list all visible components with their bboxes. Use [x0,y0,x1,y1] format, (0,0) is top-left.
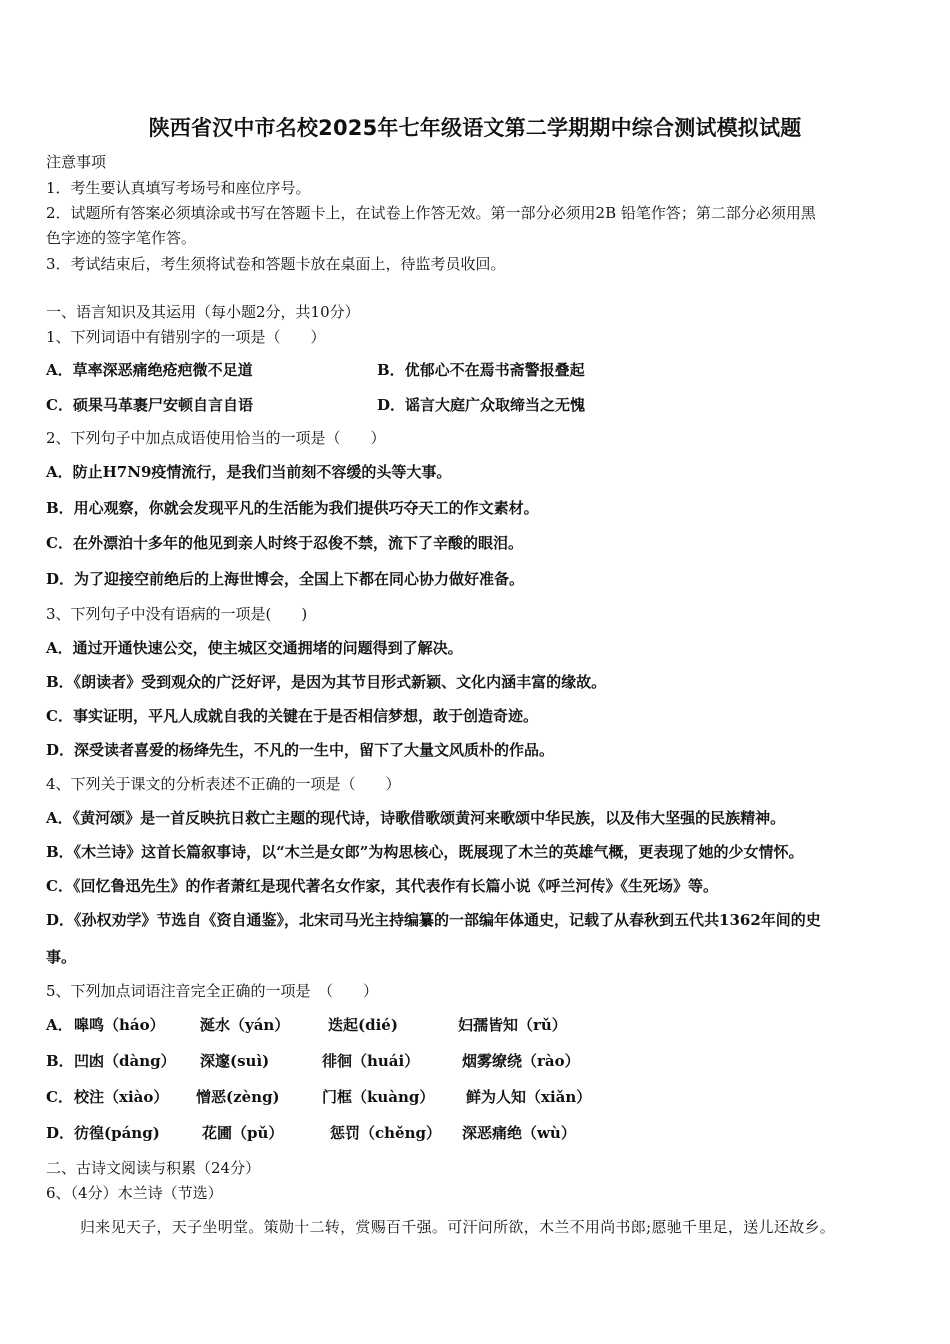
notice-item-2-cont: 色字迹的签字笔作答。 [46,229,197,247]
q3-option-d: D．深受读者喜爱的杨绛先生，不凡的一生中，留下了大量文风质朴的作品。 [46,741,555,759]
q5-option-a-item-4: 妇孺皆知（rǔ） [458,1016,567,1034]
q5-option-c-letter: C． [46,1088,73,1106]
section2-heading: 二、古诗文阅读与积累（24分） [46,1159,261,1177]
notice-item-2: 2．试题所有答案必须填涂或书写在答题卡上，在试卷上作答无效。第一部分必须用2B 铅笔作答；第二部分必须用黑 [46,204,816,222]
section1-heading: 一、语言知识及其运用（每小题2分，共10分） [46,303,360,321]
q1-option-d: D．谣言大庭广众取缔当之无愧 [377,396,586,414]
notice-item-1: 1．考生要认真填写考场号和座位序号。 [46,179,311,197]
q5-option-a-letter: A． [46,1016,73,1034]
q5-option-d-item-3: 惩罚（chěng） [330,1124,441,1142]
q3-option-b: B．《朗读者》受到观众的广泛好评，是因为其节目形式新颖、文化内涵丰富的缘故。 [46,673,607,691]
q5-option-b-item-2: 深邃(suì) [200,1052,270,1070]
notice-heading: 注意事项 [46,153,107,171]
q4-option-a: A．《黄河颂》是一首反映抗日救亡主题的现代诗，诗歌借歌颂黄河来歌颂中华民族，以及伟大坚强的民族精神。 [46,809,786,827]
q4-option-b: B．《木兰诗》这首长篇叙事诗，以“木兰是女郎”为构思核心，既展现了木兰的英雄气概，更表现了她的少女情怀。 [46,843,804,861]
q1-option-b: B．优郁心不在焉书斋警报叠起 [377,361,585,379]
q5-option-d-letter: D． [46,1124,75,1142]
q3-stem: 3、下列句子中没有语病的一项是( ) [46,605,308,623]
q2-option-b: B．用心观察，你就会发现平凡的生活能为我们提供巧夺天工的作文素材。 [46,499,539,517]
q5-option-a-item-1: 嗥鸣（háo） [74,1016,165,1034]
q5-option-a-item-2: 涎水（yán） [200,1016,290,1034]
q5-option-b-item-1: 凹凼（dàng） [74,1052,176,1070]
q5-option-d-item-2: 花圃（pǔ） [202,1124,284,1142]
q5-option-b-item-4: 烟雾缭绕（rào） [462,1052,580,1070]
q5-option-d-item-4: 深恶痛绝（wù） [462,1124,576,1142]
q4-option-c: C．《回忆鲁迅先生》的作者萧红是现代著名女作家，其代表作有长篇小说《呼兰河传》《生死场》等。 [46,877,718,895]
q5-option-b-item-3: 徘徊（huái） [322,1052,420,1070]
q2-stem: 2、下列句子中加点成语使用恰当的一项是（ ） [46,429,386,447]
q4-stem: 4、下列关于课文的分析表述不正确的一项是（ ） [46,775,401,793]
q5-option-a-item-3: 迭起(dié) [328,1016,398,1034]
q6-poem-text: 归来见天子，天子坐明堂。策勋十二转，赏赐百千强。可汗问所欲，木兰不用尚书郎;愿驰千里足，送儿还故乡。 [80,1218,836,1236]
q2-option-c: C．在外漂泊十多年的他见到亲人时终于忍俊不禁，流下了辛酸的眼泪。 [46,534,523,552]
page-title: 陕西省汉中市名校2025年七年级语文第二学期期中综合测试模拟试题 [148,116,802,140]
q1-option-c: C．硕果马革裹尸安顿自言自语 [46,396,253,414]
q6-stem: 6、（4分）木兰诗（节选） [46,1184,223,1202]
q3-option-c: C．事实证明，平凡人成就自我的关键在于是否相信梦想，敢于创造奇迹。 [46,707,538,725]
q2-option-d: D．为了迎接空前绝后的上海世博会，全国上下都在同心协力做好准备。 [46,570,525,588]
q4-option-d-cont: 事。 [46,948,77,966]
q5-option-c-item-4: 鲜为人知（xiǎn） [466,1088,592,1106]
q5-stem: 5、下列加点词语注音完全正确的一项是 （ ） [46,982,379,1000]
q5-option-c-item-1: 校注（xiào） [74,1088,169,1106]
q5-option-c-item-3: 门框（kuàng） [322,1088,435,1106]
q2-option-a: A．防止H7N9疫情流行，是我们当前刻不容缓的头等大事。 [46,463,452,481]
q3-option-a: A．通过开通快速公交，使主城区交通拥堵的问题得到了解决。 [46,639,463,657]
q1-option-a: A．草率深恶痛绝疮疤微不足道 [46,361,253,379]
q5-option-d-item-1: 彷徨(páng) [74,1124,160,1142]
q5-option-c-item-2: 憎恶(zèng) [196,1088,280,1106]
notice-item-3: 3．考试结束后，考生须将试卷和答题卡放在桌面上，待监考员收回。 [46,255,506,273]
q4-option-d: D．《孙权劝学》节选自《资自通鉴》，北宋司马光主持编纂的一部编年体通史，记载了从春秋到五代共1362年间的史 [46,911,821,929]
q5-option-b-letter: B． [46,1052,74,1070]
q1-stem: 1、下列词语中有错别字的一项是（ ） [46,328,326,346]
